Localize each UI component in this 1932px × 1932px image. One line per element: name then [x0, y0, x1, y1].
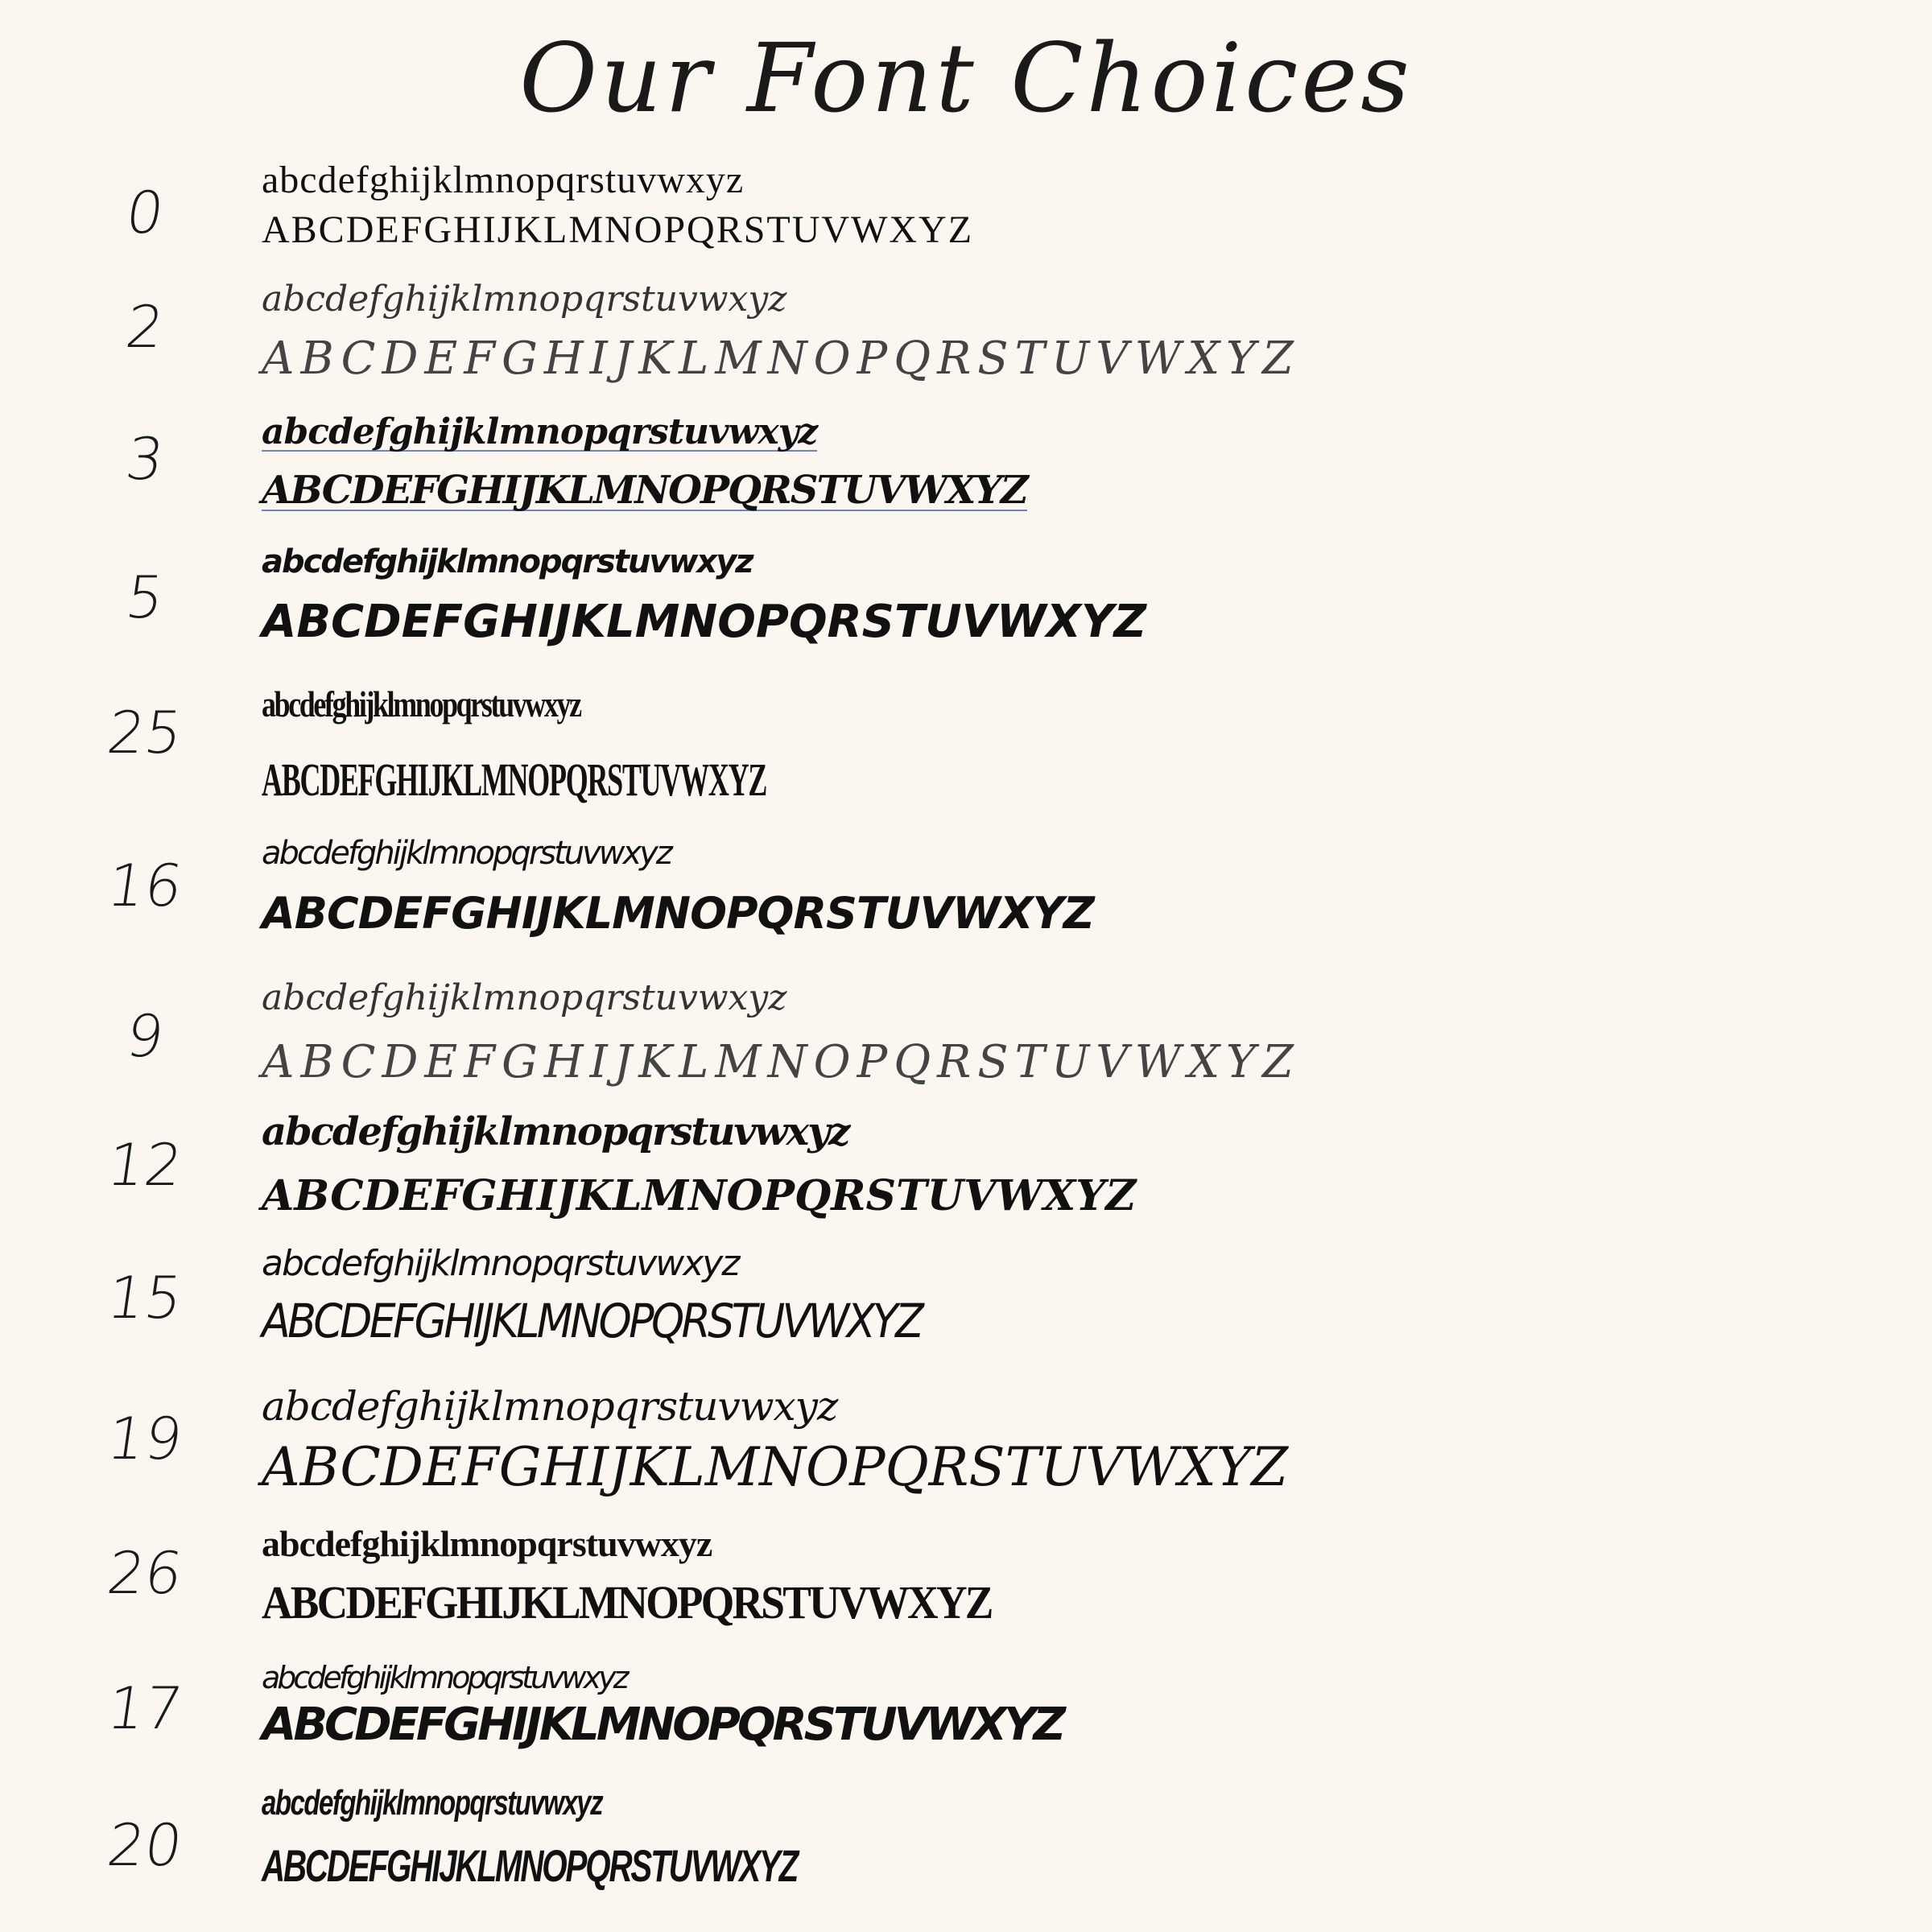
font-lowercase-sample: abcdefghijklmnopqrstuvwxyz [262, 835, 671, 872]
font-number: 15 [103, 1264, 187, 1331]
font-number: 12 [103, 1131, 187, 1199]
font-uppercase-sample: ABCDEFGHIJKLMNOPQRSTUVWXYZ [262, 888, 1094, 939]
font-number: 3 [122, 425, 168, 493]
font-number: 25 [103, 699, 187, 766]
font-number: 26 [103, 1539, 187, 1607]
font-lowercase-sample: abcdefghijklmnopqrstuvwxyz [262, 279, 787, 320]
font-number: 2 [122, 293, 168, 361]
page-title: Our Font Choices [519, 23, 1413, 134]
font-uppercase-sample: ABCDEFGHIJKLMNOPQRSTUVWXYZ [262, 208, 974, 251]
font-lowercase-sample: abcdefghijklmnopqrstuvwxyz [262, 1109, 849, 1154]
font-number: 5 [122, 564, 168, 631]
font-uppercase-sample: ABCDEFGHIJKLMNOPQRSTUVWXYZ [262, 468, 1027, 513]
font-lowercase-sample: abcdefghijklmnopqrstuvwxyz [262, 1383, 838, 1430]
font-number: 19 [103, 1405, 187, 1472]
font-number: 0 [122, 179, 168, 246]
font-uppercase-sample: ABCDEFGHIJKLMNOPQRSTUVWXYZ [262, 753, 767, 806]
font-lowercase-sample: abcdefghijklmnopqrstuvwxyz [262, 411, 818, 452]
font-number: 16 [103, 852, 187, 919]
font-lowercase-sample: abcdefghijklmnopqrstuvwxyz [262, 1243, 739, 1284]
font-lowercase-sample: abcdefghijklmnopqrstuvwxyz [262, 1660, 626, 1695]
font-lowercase-sample: abcdefghijklmnopqrstuvwxyz [262, 159, 745, 201]
font-uppercase-sample: ABCDEFGHIJKLMNOPQRSTUVWXYZ [262, 1436, 1289, 1498]
font-lowercase-sample: abcdefghijklmnopqrstuvwxyz [262, 683, 580, 724]
font-uppercase-sample: ABCDEFGHIJKLMNOPQRSTUVWXYZ [262, 1699, 1063, 1751]
font-uppercase-sample: ABCDEFGHIJKLMNOPQRSTUVWXYZ [262, 1294, 922, 1348]
font-uppercase-sample: ABCDEFGHIJKLMNOPQRSTUVWXYZ [262, 1840, 798, 1891]
font-uppercase-sample: ABCDEFGHIJKLMNOPQRSTUVWXYZ [262, 332, 1300, 385]
font-uppercase-sample: ABCDEFGHIJKLMNOPQRSTUVWXYZ [262, 1171, 1137, 1220]
font-number: 20 [103, 1811, 187, 1879]
font-lowercase-sample: abcdefghijklmnopqrstuvwxyz [262, 1523, 712, 1564]
font-lowercase-sample: abcdefghijklmnopqrstuvwxyz [262, 543, 753, 580]
font-lowercase-sample: abcdefghijklmnopqrstuvwxyz [262, 977, 787, 1018]
font-uppercase-sample: ABCDEFGHIJKLMNOPQRSTUVWXYZ [262, 596, 1147, 648]
font-lowercase-sample: abcdefghijklmnopqrstuvwxyz [262, 1783, 603, 1823]
font-uppercase-sample: ABCDEFGHIJKLMNOPQRSTUVWXYZ [262, 1036, 1300, 1088]
font-number: 9 [122, 1002, 168, 1070]
font-number: 17 [103, 1674, 187, 1742]
font-uppercase-sample: ABCDEFGHIJKLMNOPQRSTUVWXYZ [262, 1576, 992, 1629]
